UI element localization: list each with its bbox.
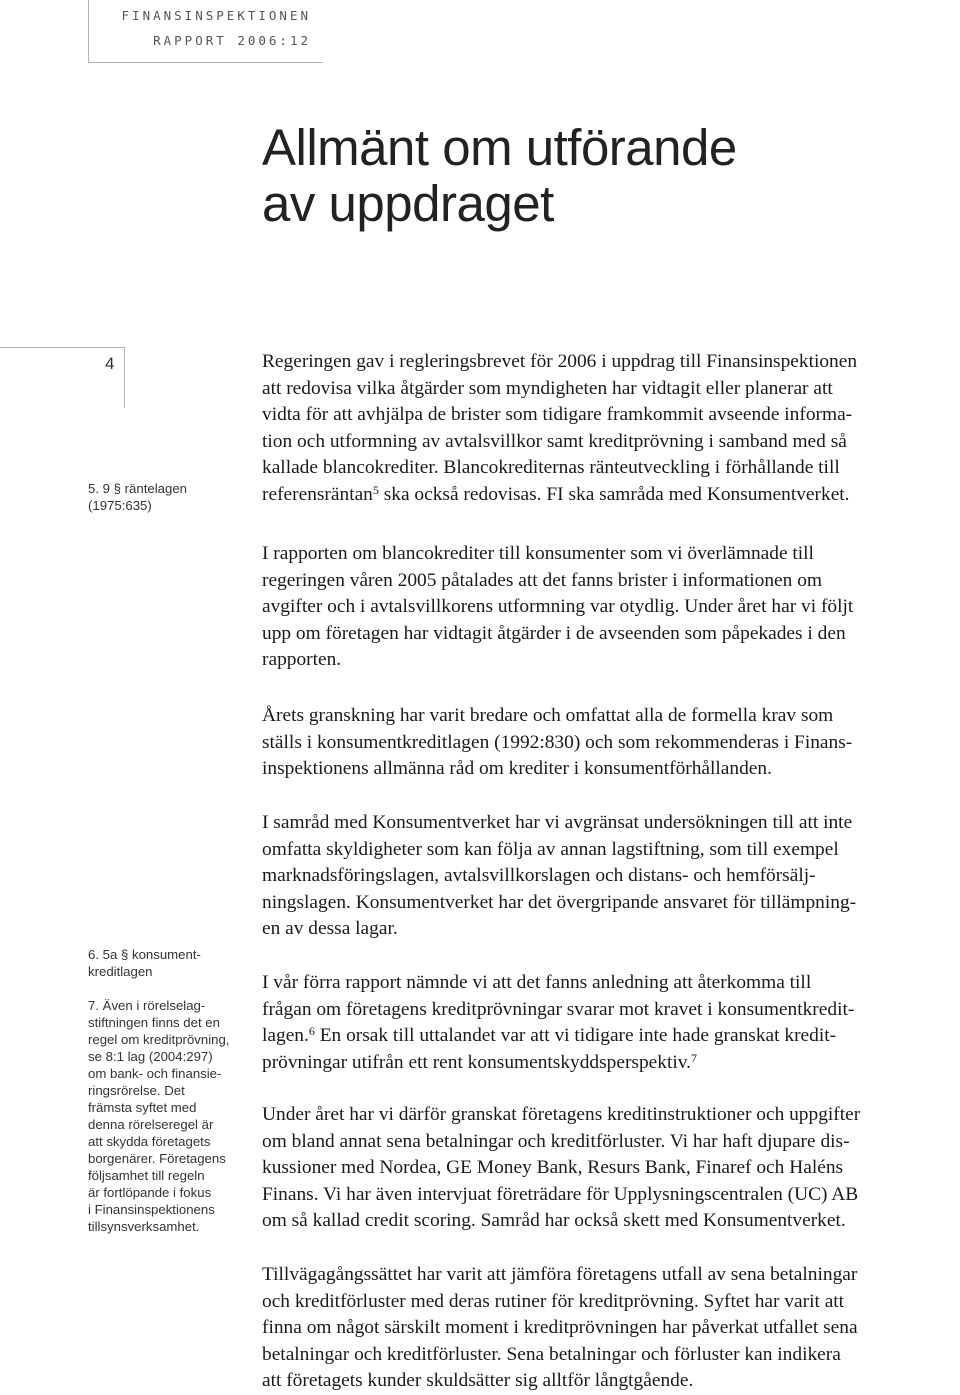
text-line: I rapporten om blancokrediter till konsumenter som vi överlämnade till [262, 543, 814, 564]
text-line: kussioner med Nordea, GE Money Bank, Resurs Bank, Finaref och Haléns [262, 1157, 844, 1178]
paragraph-6 [262, 1102, 958, 1235]
text-line: finna om något särskilt moment i kreditprövningen har påverkat utfallet sena [262, 1317, 858, 1338]
text-line: prövningar utifrån ett rent konsumentskyddsperspektiv. [262, 1051, 692, 1073]
text-line: om bland annat sena betalningar och kreditförluster. Vi har haft djupare dis- [262, 1130, 850, 1152]
text-line: Tillvägagångssättet har varit att jämföra företagens utfall av sena betalningar [262, 1264, 858, 1285]
note-line: ringsrörelse. Det [88, 1083, 185, 1098]
note-line: i Finansinspektionens [88, 1202, 215, 1217]
header-box [88, 0, 323, 63]
note-line: att skydda företagets [88, 1134, 211, 1149]
text-line: en av dessa lagar. [262, 918, 398, 939]
header-organization: FINANSINSPEKTIONEN [121, 8, 311, 23]
text-line: ningslagen. Konsumentverket har det övergripande ansvaret för tillämpning- [262, 891, 857, 913]
text-line: Regeringen gav i regleringsbrevet för 2006 i uppdrag till Finansinspektionen [262, 351, 858, 372]
text-line: upp om företagen har vidtagit åtgärder i de avseenden som påpekades i den [262, 622, 846, 644]
text-line: frågan om företagens kreditprövningar svarar mot kravet i konsumentkredit- [262, 998, 855, 1020]
text-line: ska också redovisas. FI ska samråda med Konsumentverket. [378, 483, 850, 505]
text-line: ställs i konsumentkreditlagen (1992:830) och som rekommenderas i Finans- [262, 731, 853, 753]
text-line: Årets granskning har varit bredare och omfattat alla de formella krav som [262, 705, 834, 726]
text-line: avgifter och i avtalsvillkorens utformning var otydlig. Under året har vi följt [262, 596, 854, 617]
margin-note-6 [88, 946, 248, 980]
text-line: vidta för att avhjälpa de brister som tidigare framkommit avseende informa- [262, 404, 853, 425]
note-line: 5. 9 § räntelagen [88, 481, 187, 496]
text-line: lagen. [262, 1025, 309, 1046]
note-line: 7. Även i rörelselag- [88, 998, 206, 1013]
footnote-ref-6: 6 [308, 1024, 315, 1038]
page-number: 4 [105, 354, 115, 373]
page-title [262, 120, 737, 232]
paragraph-1 [262, 349, 958, 508]
text-line: kallade blancokrediter. Blancokrediternas ränteutveckling i förhållande till [262, 457, 840, 478]
paragraph-5 [262, 970, 958, 1076]
text-line: inspektionens allmänna råd om krediter i konsumentförhållanden. [262, 758, 772, 779]
note-line: (1975:635) [88, 498, 152, 513]
paragraph-4 [262, 810, 958, 943]
text-line: om så kallad credit scoring. Samråd har också skett med Konsumentverket. [262, 1210, 846, 1231]
text-line: tion och utformning av avtalsvillkor samt kreditprövning i samband med så [262, 430, 847, 452]
text-line: att företagets kunder skuldsätter sig alltför långtgående. [262, 1370, 694, 1391]
note-line: främsta syftet med [88, 1100, 197, 1115]
text-line: I samråd med Konsumentverket har vi avgränsat undersökningen till att inte [262, 812, 853, 833]
paragraph-7 [262, 1262, 958, 1395]
text-line: att redovisa vilka åtgärder som myndigheten har vidtagit eller planerar att [262, 377, 833, 399]
title-line-1: Allmänt om utförande [262, 119, 737, 176]
footnote-ref-7: 7 [691, 1050, 698, 1065]
note-line: är fortlöpande i fokus [88, 1185, 212, 1200]
text-line: omfatta skyldigheter som kan följa av annan lagstiftning, som till exempel [262, 838, 839, 860]
text-line: Finans. Vi har även intervjuat företrädare för Upplysningscentralen (UC) AB [262, 1183, 859, 1205]
text-line: referensräntan [262, 483, 373, 505]
note-line: tillsynsverksamhet. [88, 1219, 200, 1234]
text-line: och kreditförluster med deras rutiner för kreditprövning. Syftet har varit att [262, 1290, 845, 1312]
text-line: marknadsföringslagen, avtalsvillkorslagen och distans- och hemförsälj- [262, 865, 816, 886]
paragraph-3 [262, 703, 958, 783]
margin-note-5 [88, 480, 228, 514]
note-line: regel om kreditprövning, [88, 1032, 230, 1047]
footnote-ref-5: 5 [372, 482, 379, 497]
text-line: Under året har vi därför granskat företagens kreditinstruktioner och uppgifter [262, 1104, 861, 1125]
note-line: om bank- och finansie- [88, 1066, 222, 1081]
note-line: borgenärer. Företagens [88, 1151, 226, 1166]
note-line: denna rörelseregel är [88, 1117, 214, 1132]
margin-note-7 [88, 997, 248, 1235]
paragraph-2 [262, 541, 958, 674]
title-line-2: av uppdraget [262, 175, 554, 232]
note-line: följsamhet till regeln [88, 1168, 205, 1183]
text-line: regeringen våren 2005 påtalades att det fanns brister i informationen om [262, 569, 822, 591]
note-line: 6. 5a § konsument- [88, 947, 201, 962]
note-line: kreditlagen [88, 964, 153, 979]
note-line: se 8:1 lag (2004:297) [88, 1049, 213, 1064]
text-line: rapporten. [262, 649, 342, 670]
note-line: stiftningen finns det en [88, 1015, 220, 1030]
text-line: I vår förra rapport nämnde vi att det fanns anledning att återkomma till [262, 972, 812, 993]
text-line: betalningar och kreditförluster. Sena betalningar och förluster kan indikera [262, 1343, 841, 1365]
text-line: En orsak till uttalandet var att vi tidigare inte hade granskat kredit- [314, 1025, 837, 1046]
header-report-number: RAPPORT 2006:12 [153, 33, 311, 48]
